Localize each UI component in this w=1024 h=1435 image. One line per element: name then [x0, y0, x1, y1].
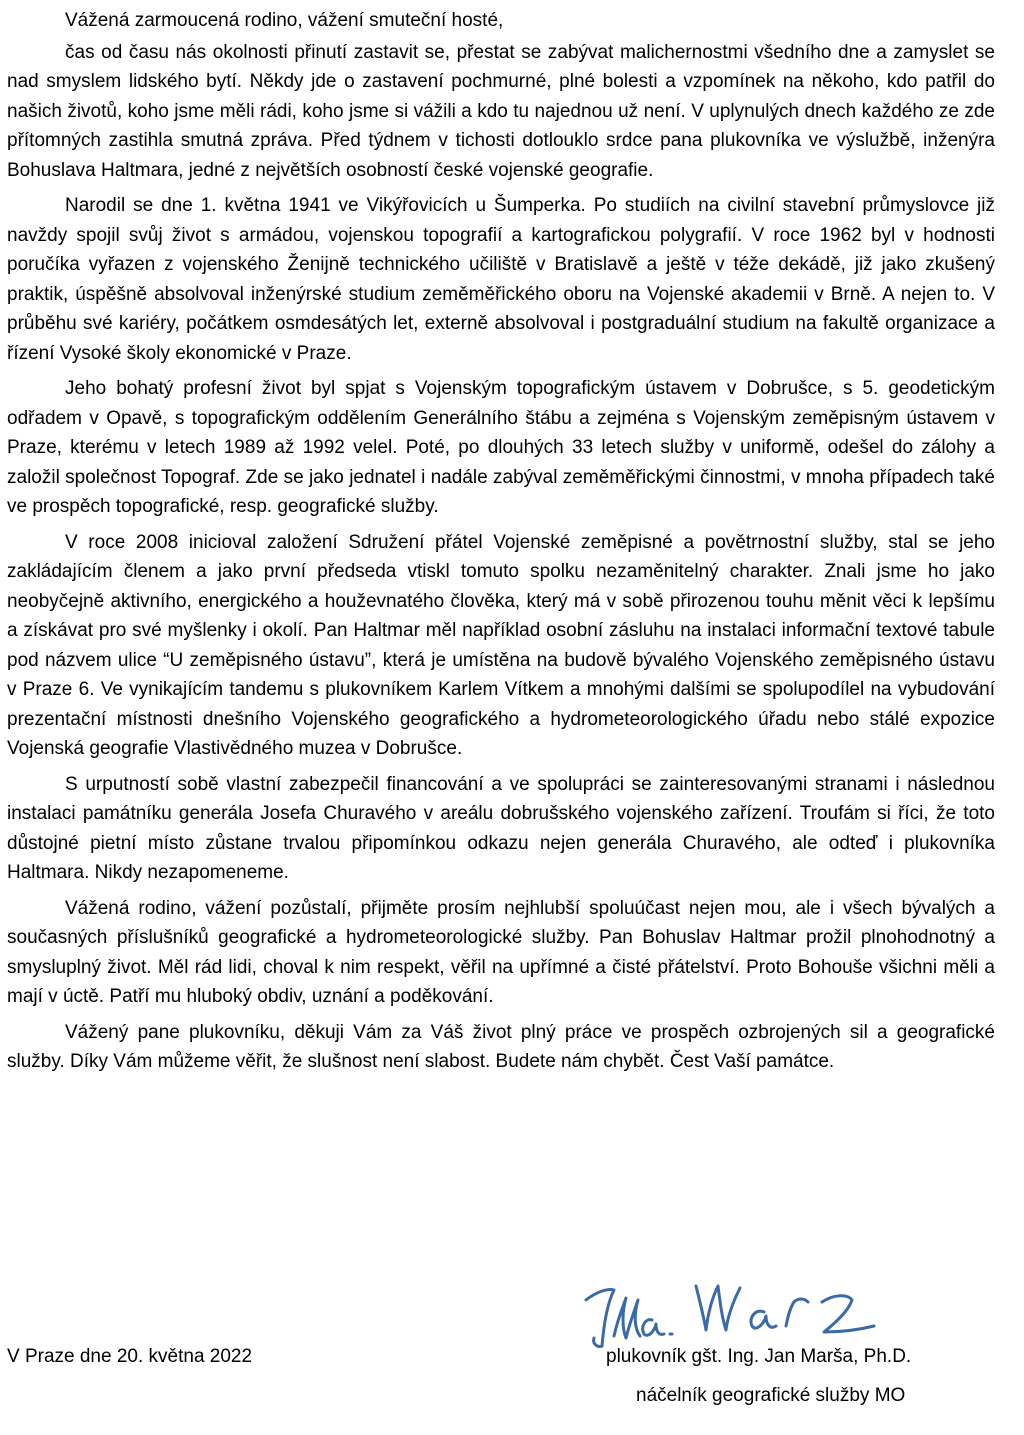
signatory-role: náčelník geografické služby MO — [636, 1385, 906, 1406]
paragraph-career: Jeho bohatý profesní život byl spjat s Vojenským topografickým ústavem v Dobrušce, s 5. geodetickým odřadem v Opavě, s topografickým oddělením Generálního štábu a zejména s Vojenským zeměpisným ústavem v Praze, kterému v letech 1989 až 1992 velel. Poté, po dlouhých 33 letech služby v uniformě, odešel do zálohy a založil společnost Topograf. Zde se jako jednatel i nadále zabýval zeměměřickými činnostmi, v mnoha případech také ve prospěch topografické, resp. geografické služby. — [7, 378, 995, 517]
handwritten-signature — [578, 1262, 878, 1354]
paragraph-condolence: Vážená rodino, vážení pozůstalí, přijměte prosím nejhlubší spoluúčast nejen mou, ale i všech bývalých a současných příslušníků geografické a hydrometeorologické služby. Pan Bohuslav Haltmar prožil plnohodnotný a smysluplný život. Měl rád lidi, choval k nim respekt, věřil na upřímné a čisté přátelství. Proto Bohouše všichni měli a mají v úctě. Patří mu hluboký obdiv, uznání a poděkování. — [7, 897, 995, 1007]
paragraph-memorial: S urputností sobě vlastní zabezpečil financování a ve spolupráci se zainteresovanými stranami i následnou instalaci památníku generála Josefa Churavého v areálu dobrušského vojenského zařízení. Troufám si říci, že toto důstojné pietní místo zůstane trvalou připomínkou odkazu nejen generála Churavého, ale odteď i plukovníka Haltmara. Nikdy nezapomeneme. — [7, 773, 995, 883]
letter-greeting: Vážená zarmoucená rodino, vážení smuteční hosté, — [65, 10, 504, 31]
paragraph-association: V roce 2008 inicioval založení Sdružení přátel Vojenské zeměpisné a povětrnostní služby, stal se jeho zakládajícím členem a jako první předseda vtiskl tomuto spolku nezaměnitelný charakter. Znali jsme ho jako neobyčejně aktivního, energického a houževnatého člověka, který má v sobě přirozenou touhu měnit věci k lepšímu a získávat pro své myšlenky i okolí. Pan Haltmar měl například osobní zásluhu na instalaci informační textové tabule pod názvem ulice “U zeměpisného ústavu”, která je umístěna na budově bývalého Vojenského zeměpisného ústavu v Praze 6. Ve vynikajícím tandemu s plukovníkem Karlem Vítkem a mnohými dalšími se spolupodílel na vybudování prezentační místnosti dnešního Vojenského geografického a hydrometeorologického úřadu nebo stálé expozice Vojenská geografie Vlastivědného muzea v Dobrušce. — [7, 531, 995, 759]
place-and-date: V Praze dne 20. května 2022 — [7, 1346, 253, 1367]
signatory-name: plukovník gšt. Ing. Jan Marša, Ph.D. — [606, 1346, 912, 1367]
paragraph-farewell: Vážený pane plukovníku, děkuji Vám za Váš život plný práce ve prospěch ozbrojených sil a geografické služby. Díky Vám můžeme věřit, že slušnost není slabost. Budete nám chybět. Čest Vaší památce. — [7, 1021, 995, 1072]
paragraph-intro: čas od času nás okolnosti přinutí zastavit se, přestat se zabývat malichernostmi všedního dne a zamyslet se nad smyslem lidského bytí. Někdy jde o zastavení pochmurné, plné bolesti a vzpomínek na někoho, kdo patřil do našich životů, koho jsme měli rádi, koho jsme si vážili a kdo tu najednou už není. V uplynulých dnech každého ze zde přítomných zastihla smutná zpráva. Před týdnem v tichosti dotlouklo srdce pana plukovníka ve výslužbě, inženýra Bohuslava Haltmara, jedné z největších osobností české vojenské geografie. — [7, 41, 995, 181]
letter-body — [7, 6, 995, 1077]
paragraph-biography: Narodil se dne 1. května 1941 ve Vikýřovicích u Šumperka. Po studiích na civilní stavební průmyslovce již navždy spojil svůj život s armádou, vojenskou topografií a kartografickou polygrafií. V roce 1962 byl v hodnosti poručíka vyřazen z vojenského Ženijně technického učiliště v Bratislavě a ještě v téže dekádě, již jako zkušený praktik, úspěšně absolvoval inženýrské studium zeměměřického oboru na Vojenské akademii v Brně. A nejen to. V průběhu své kariéry, počátkem osmdesátých let, externě absolvoval i postgraduální studium na fakultě organizace a řízení Vysoké školy ekonomické v Praze. — [7, 195, 995, 364]
